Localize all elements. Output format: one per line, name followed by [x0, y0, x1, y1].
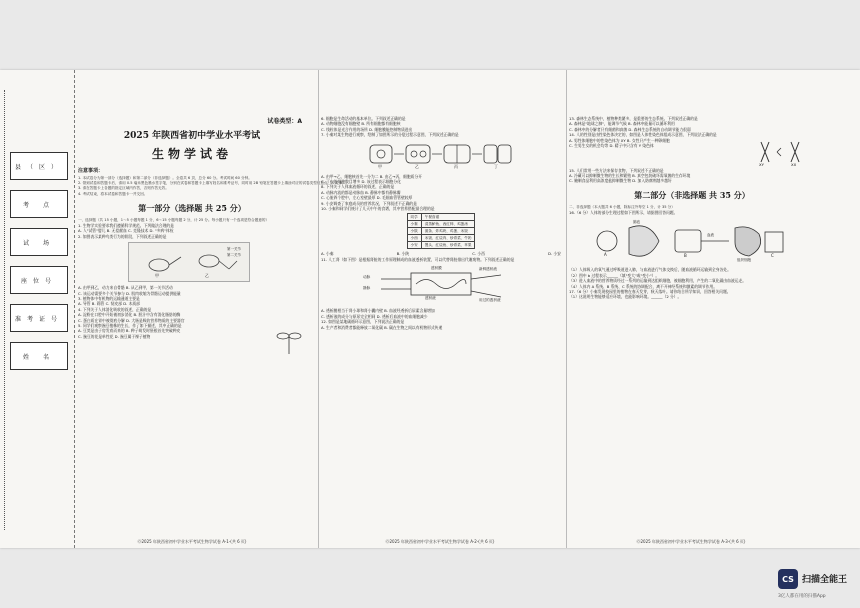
question-text: 17.（6 分）小秦发现校园里的植物在春天发芽，秋天落叶。请你结合所学知识，回答相关问题。	[569, 289, 731, 295]
scanner-watermark	[778, 569, 860, 603]
field-exam-site	[10, 190, 68, 218]
question-options: C. 森林中的分解者只有细菌和真菌 D. 森林生态系统的自动调节能力很弱	[569, 126, 691, 132]
exam-title: 2025 年陕西省初中学业水平考试	[123, 131, 261, 141]
question-options: C. 该运动需要多个关节参与 D. 肌肉收缩为骨骼运动提供能量	[78, 290, 181, 296]
notice-line: 4. 考试结束，将本试卷和答题卡一并交回。	[78, 191, 148, 196]
question-text: 5. 同学们观察豌豆植株的生长，作了如下描述，其中正确的是	[78, 323, 182, 329]
fig-label: 透析液	[425, 296, 436, 301]
question-options: C. 丁中的细胞数目增多 D. 该过程表示细胞分化	[321, 179, 401, 185]
figure-cell-division	[366, 141, 516, 171]
question-text: 1. 生物学实验要求我们遵循科学规范。下列做法合理的是	[78, 223, 174, 229]
question-options: A. 生产者和消费者都能释放二氧化碳 B. 碳在生物之间以有机物形式传递	[321, 324, 443, 330]
part2-instruction: 二、非选择题（本大题共 6 小题，除标注外每空 1 分，计 35 分）	[569, 204, 675, 209]
scanner-brand-name: 扫描全能王	[802, 575, 848, 585]
scanner-brand-tagline: 3亿人都在用的扫描App	[778, 594, 826, 599]
fig-label: B	[684, 253, 687, 259]
question-options: A. 动物细胞没有细胞壁 B. 所有细胞都有细胞核	[321, 121, 401, 127]
notice-line: 3. 请在答题卡上各题的指定区域内作答，否则作答无效。	[78, 186, 169, 191]
question-options: A. 人"试管"婴儿 B. 无偿献血 C. 克隆技术 D. "多病"体检	[78, 228, 174, 234]
figure-bird-behavior	[128, 242, 250, 282]
subject-title: 生物学试卷	[151, 147, 232, 161]
field-exam-room	[10, 228, 68, 256]
fig-label: XX	[791, 161, 797, 167]
page-footer: ⓪2025 年陕西省初中学业水平考试生物学试卷 A-3-(共 6 页)	[636, 539, 746, 544]
question-text: 14. 人的性别是由性染色体决定的，如图是人体性染色体组成示意图，下列说法正确的是	[569, 132, 717, 138]
question-options: C. 生男生女的机会均等 D. 精子中只含有 Y 染色体	[569, 143, 654, 149]
figure-sex-chromosomes	[755, 138, 815, 168]
question-text: 11. 人工肾（如下图）是根据肾脏的工作原理制成的血液透析装置，可以代替肾脏排出代谢废物。下列叙述正确的是	[321, 256, 515, 262]
figure-physiology	[589, 218, 789, 264]
chromosome-illustration	[755, 138, 815, 168]
question-options: A. 导管 B. 筛管 C. 韧皮部 D. 木质部	[78, 301, 140, 307]
fig-label: 甲	[378, 163, 382, 169]
fig-label: 静脉	[363, 286, 371, 291]
table-row	[407, 242, 475, 249]
notice-line: 2. 领到试卷和答题卡后，请用 0.5 毫米黑色墨水签字笔，分别在试卷和答题卡上填写姓名和准考证号，同时用 2B 铅笔在答题卡上填涂对应的试卷类型信息点（A 或 B）。	[78, 181, 350, 186]
fig-label: 动脉	[363, 275, 371, 280]
fig-label: 组织细胞	[737, 258, 751, 263]
question-options: A. 由甲到乙，动力来自骨骼 B. 从乙到甲，第一关节活动	[78, 285, 173, 291]
field-label: 准考证号	[14, 315, 63, 323]
question-text: （3）进入血液中的营养物质经过一系列的运输到达组织细胞，被细胞利用，产生的二氧化碳由血液运走。	[569, 278, 747, 284]
question-options: A. 动脉内流的都是动脉血 B. 静脉中都有静脉瓣	[321, 189, 401, 195]
part2-title: 第二部分（非选择题 共 35 分）	[634, 189, 750, 200]
fig-label: 用过的透析液	[479, 298, 501, 303]
question-text: 3. 植物体中有机物的运输通道主要是	[78, 296, 140, 302]
table-row	[407, 221, 475, 228]
table-cell: 小安	[407, 242, 421, 249]
question-text: 7. 小秦对某生物进行观察，绘制了如图所示的分裂过程示意图，下列叙述正确的是	[321, 132, 459, 138]
option: C. 小西	[472, 251, 485, 257]
binding-line	[4, 90, 9, 530]
field-label: 县（区）	[14, 163, 63, 171]
question-options: A. 豆荚是由子房发育而来的 B. 种子萌发时胚根首先突破种皮	[78, 328, 181, 334]
question-options: C. 线粒体是光合作用的场所 D. 细胞膜能控制物质进出	[321, 126, 413, 132]
notice-line: 1. 本试卷分为第一部分（选择题）和第二部分（非选择题）。全卷共 6 页，总分 60 分。考试时间 60 分钟。	[78, 176, 252, 180]
table-cell: 小秦	[407, 221, 421, 228]
option: B. 小陕	[396, 251, 410, 257]
part1-instruction: 一、选择题（共 15 小题，1～5 小题每题 1 分，6～15 小题每题 2 分，计 25 分。每小题只有一个选项是符合题意的）	[78, 217, 270, 222]
fig-label: C	[771, 253, 774, 259]
fig-label: 血液	[707, 233, 714, 238]
fig-label: 肺泡	[633, 220, 640, 225]
table-cell: 清蒸鲈鱼、西红柿、鸡蛋汤	[421, 221, 475, 228]
question-options: A. 由甲→乙，细胞核首先一分为二 B. 由乙→丙，细胞质分开	[321, 173, 423, 179]
question-text: 13. 森林生态系统中，植物种类繁多，是重要的生态系统。下列叙述正确的是	[569, 116, 698, 121]
fig-label: 透析膜	[431, 266, 442, 271]
binding-gutter	[2, 70, 75, 548]
table-cell: 面条、炸鸡块、鸡蛋、米饭	[421, 228, 475, 235]
field-name	[10, 342, 68, 370]
fig-label: 新鲜透析液	[479, 267, 497, 272]
question-text: （4）人体内 A 系统、B 系统、C 系统的协调配合，离不开神经系统和激素的调节作用。	[569, 283, 717, 289]
table-cell: 馒头、红烧鱼、炒青菜、苹果	[421, 242, 475, 249]
fig-label: 乙	[205, 273, 209, 279]
question-text: 10. 小秦和同学们统计了几天中午的食谱，其中营养搭配最合理的是	[321, 206, 435, 212]
question-text: 4. 下列关于人体消化吸收的叙述，正确的是	[78, 306, 152, 312]
table-row	[407, 235, 475, 242]
option: D. 小安	[548, 251, 561, 257]
notice-title: 注意事项：	[78, 168, 104, 174]
fig-label: 丙	[454, 163, 458, 169]
table-cell: 小陕	[407, 228, 421, 235]
camscanner-logo-icon: CS	[778, 569, 798, 589]
question-options: A. 透析膜相当于肾小球和肾小囊内壁 B. 血液经透析后尿素含量增加	[321, 308, 435, 314]
fig-label: A	[604, 252, 607, 258]
question-options: C. 腌制食品利用高浓度盐抑制微生物 D. 加入防腐剂越多越好	[569, 178, 672, 184]
question-text: （1）人体吸入的氧气通过呼吸道进入肺，与血液进行气体交换后，随血液循环运输到全身各处。	[569, 267, 731, 273]
question-options: A. 淀粉在口腔中开始被初步消化 B. 胆汁中含有消化脂肪的酶	[78, 312, 181, 318]
field-label: 姓 名	[23, 353, 55, 361]
question-text: 2. 如图表示某种鸟类行为的阶段，下列叙述正确的是	[78, 233, 167, 239]
lunch-menu-table	[407, 213, 476, 249]
fig-label: 甲	[155, 273, 159, 279]
question-text: 8. 下列关于人体血液循环的叙述，正确的是	[321, 184, 395, 190]
page-footer: ⓪2025 年陕西省初中学业水平考试生物学试卷 A-1-(共 6 页)	[137, 539, 247, 544]
physiology-illustration	[589, 218, 789, 264]
field-admission-number	[10, 304, 68, 332]
seedling-illustration	[272, 328, 306, 354]
table-row	[407, 228, 475, 235]
question-options: A. 森林是"地球之肺"，能调节气候 B. 森林中能量可以循环利用	[569, 121, 675, 127]
question-options: C. 透析液的成分与原尿完全相同 D. 透析后血液中的血细胞减少	[321, 313, 428, 319]
fig-label: 丁	[494, 163, 498, 169]
question-options: C. 心脏四个腔中，左心室壁最厚 D. 毛细血管管壁较厚	[321, 195, 413, 201]
table-header: 同学	[407, 214, 421, 221]
part1-title: 第一部分（选择题 共 25 分）	[138, 202, 246, 213]
page-footer: ⓪2025 年陕西省初中学业水平考试生物学试卷 A-2-(共 6 页)	[385, 539, 495, 544]
question-text: （2）图中 b 过程表示______（填"变大"或"变小"）。	[569, 272, 660, 278]
question-options: C. 蛋白质在胃中被彻底分解 D. 大肠是吸收营养物质的主要器官	[78, 317, 185, 323]
question-text: （1）这说明生物能够适应环境，也能影响环境。______（2 分）。	[569, 294, 682, 300]
question-options: A. 冷藏可以抑制微生物的生长和繁殖 B. 真空包装破坏需氧菌的生存环境	[569, 173, 691, 179]
page-3	[566, 70, 815, 548]
paper-type: 试卷类型：A	[267, 118, 302, 125]
fig-label: XY	[759, 161, 764, 167]
question-text: 16.（6 分）人体的部分生理过程如下图所示，请据图回答问题。	[569, 210, 678, 216]
table-cell: 小西	[407, 235, 421, 242]
figure-artificial-kidney	[361, 265, 521, 305]
question-text: 12. 如图是某地碳循环示意图，下列说法正确的是	[321, 319, 405, 325]
option: A. 小秦	[321, 251, 334, 257]
page-2	[318, 70, 561, 548]
exam-sheet	[0, 70, 860, 548]
field-county	[10, 152, 68, 180]
fig-label: 第一关节	[227, 247, 241, 252]
field-label: 座位号	[20, 277, 57, 285]
question-text: 15. 人们常用一些方法来保存食物，下列叙述不正确的是	[569, 167, 664, 173]
question-options: A. 男性体细胞中的性染色体为 XY B. 女性只产生一种卵细胞	[569, 137, 670, 143]
fig-label: 乙	[415, 163, 419, 169]
question-text: 9. 小安调查了家庭成员的营养状况，下列叙述不正确的是	[321, 200, 417, 206]
table-header: 午餐食谱	[421, 214, 475, 221]
field-seat-number	[10, 266, 68, 294]
question-options: C. 豌豆的花是单性花 D. 豌豆属于裸子植物	[78, 333, 151, 339]
field-label: 考 点	[23, 201, 55, 209]
table-cell: 米饭、红烧肉、炒青菜、牛奶	[421, 235, 475, 242]
fig-label: 第二关节	[227, 253, 241, 258]
question-text: 6. 细胞是生命活动的基本单位。下列叙述正确的是	[321, 116, 406, 121]
field-label: 试 场	[23, 239, 55, 247]
